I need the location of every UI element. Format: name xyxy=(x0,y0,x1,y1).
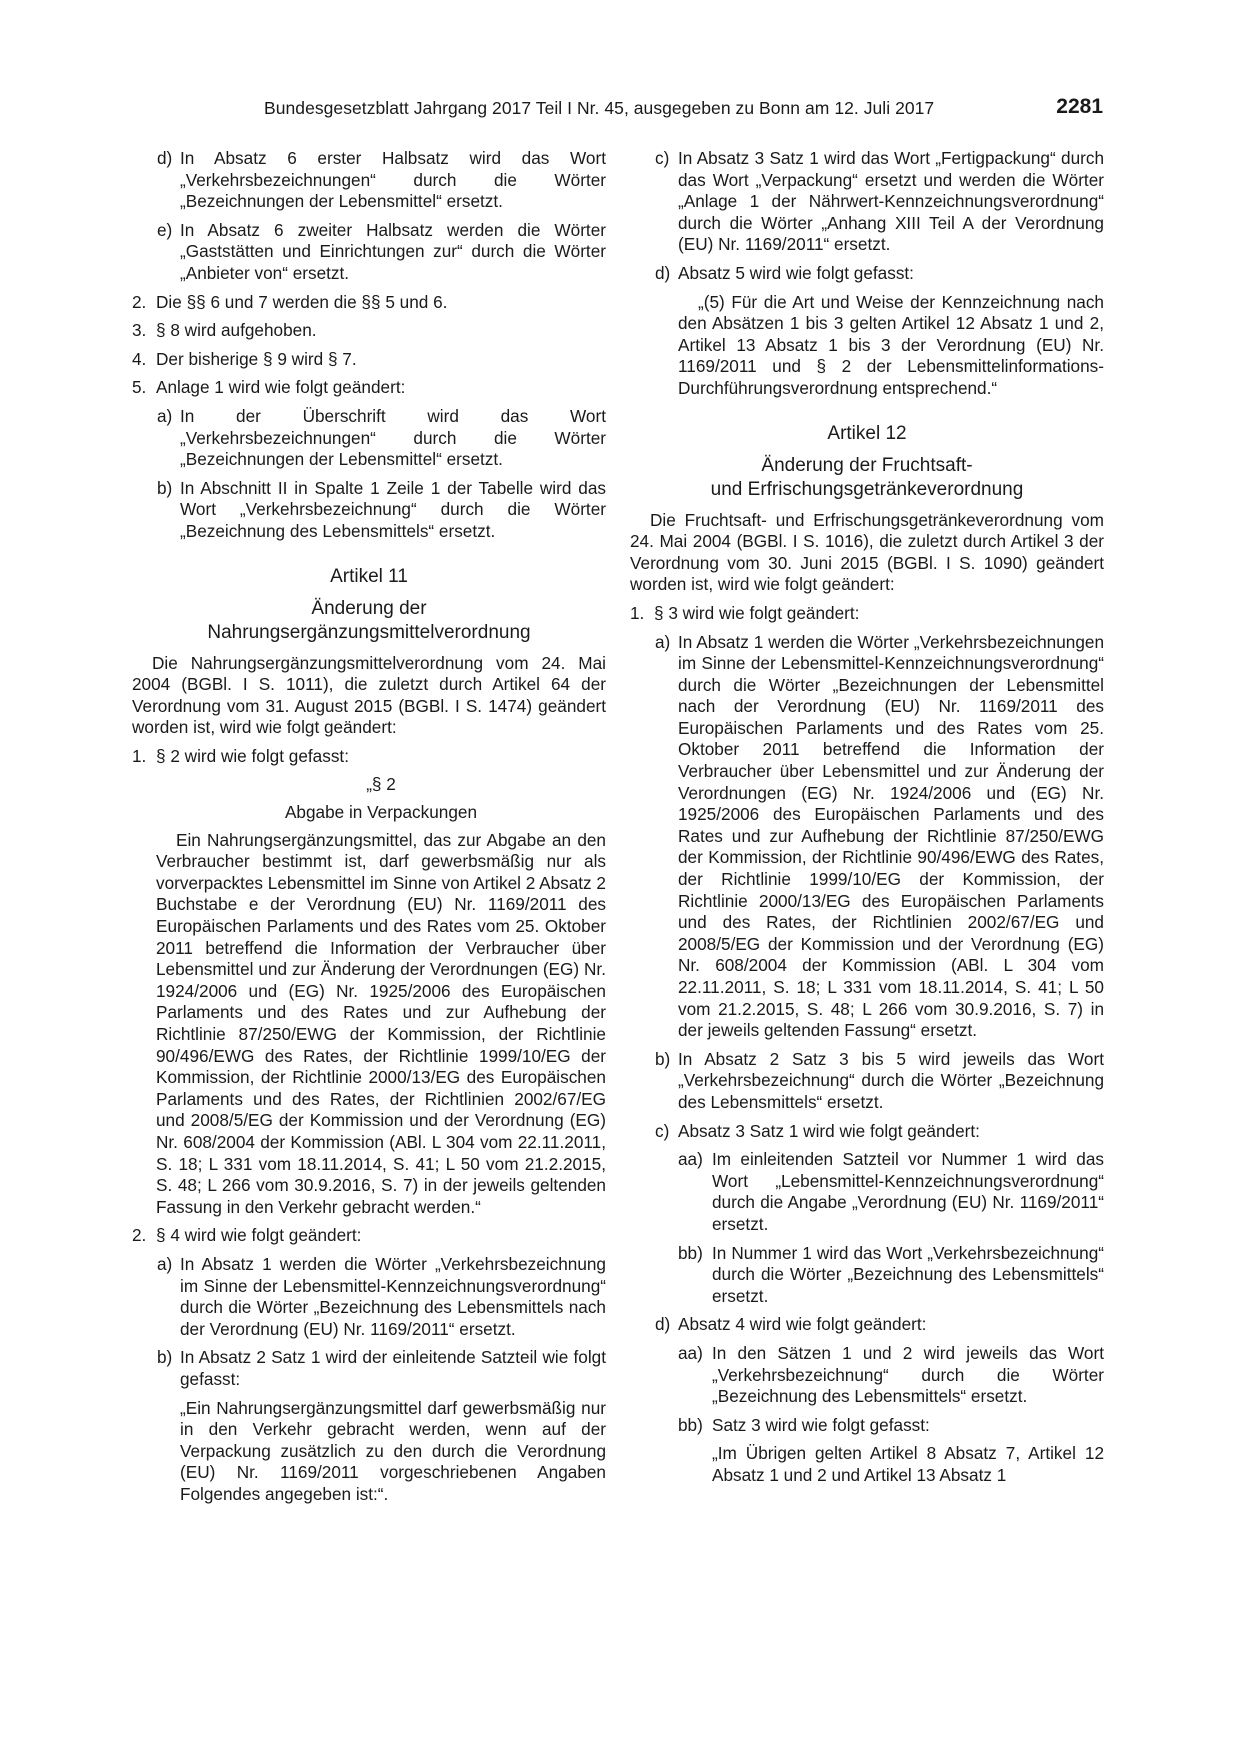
quoted-text: „(5) Für die Art und Weise der Kennzeichnung nach den Absätzen 1 bis 3 gelten Artikel 12 Absatz 1 und 2, Artikel 13 Absatz 1 bis 3 der Verordnung (EU) Nr. 1169/2011 und § 2 der Lebensmittelinformations-Durchführungsverordnung entsprechend.“ xyxy=(678,291,1104,398)
item-text: In Absatz 1 werden die Wörter „Verkehrsbezeichnungen im Sinne der Lebensmittel-Kennzeichnungsverordnung“ durch die Wörter „Bezeichnungen der Lebensmittel nach der Verordnung (EU) Nr. 1169/2011 des Europäischen Parlaments und des Rates vom 25. Oktober 2011 betreffend die Information der Verbraucher über Lebensmittel und zur Änderung der Verordnungen (EG) Nr. 1924/2006 und (EG) Nr. 1925/2006 des Europäischen Parlaments und des Rates und zur Aufhebung der Richtlinie 87/250/EWG der Kommission, der Richtlinie 90/496/EWG des Rates, der Richtlinie 1999/10/EG der Kommission, der Richtlinie 2000/13/EG des Europäischen Parlaments und des Rates, der Richtlinien 2002/67/EG und 2008/5/EG der Kommission und der Verordnung (EG) Nr. 608/2004 der Kommission (ABl. L 304 vom 22.11.2011, S. 18; L 331 vom 18.11.2014, S. 41; L 50 vom 21.2.2015, S. 48; L 266 vom 30.9.2016, S. 7) in der jeweils geltenden Fassung“ ersetzt. xyxy=(678,631,1104,1041)
article-subtitle xyxy=(132,597,606,645)
item-text: In Absatz 1 werden die Wörter „Verkehrsbezeichnung im Sinne der Lebensmittel-Kennzeichnungsverordnung“ durch die Wörter „Bezeichnung des Lebensmittels nach der Verordnung (EU) Nr. 1169/2011“ ersetzt. xyxy=(180,1253,606,1339)
item-marker: 1. xyxy=(630,602,645,623)
item-marker: c) xyxy=(655,148,670,168)
item-marker: bb) xyxy=(678,1414,703,1435)
article-heading: Artikel 11 xyxy=(330,565,408,587)
item-marker: d) xyxy=(655,262,671,283)
item-text: Absatz 3 Satz 1 wird wie folgt geändert: xyxy=(678,1120,980,1141)
article-subtitle-line: Änderung der xyxy=(311,597,427,619)
list-item xyxy=(132,349,606,371)
list-item xyxy=(132,406,606,471)
list-item xyxy=(132,292,606,314)
quoted-text: „Im Übrigen gelten Artikel 8 Absatz 7, Artikel 12 Absatz 1 und 2 und Artikel 13 Absatz 1 xyxy=(712,1443,1104,1485)
list-item xyxy=(132,320,606,342)
item-marker: b) xyxy=(655,1048,671,1069)
item-text: Absatz 5 wird wie folgt gefasst: xyxy=(678,262,914,283)
item-text: In Nummer 1 wird das Wort „Verkehrsbezeichnung“ durch die Wörter „Bezeichnung des Lebensmittels“ ersetzt. xyxy=(712,1242,1104,1306)
list-item xyxy=(630,1049,1104,1114)
list-item xyxy=(630,263,1104,285)
item-marker: 1. xyxy=(132,745,147,766)
list-item xyxy=(132,148,606,213)
item-text: § 2 wird wie folgt gefasst: xyxy=(156,745,349,766)
item-text: Anlage 1 wird wie folgt geändert: xyxy=(156,377,406,398)
item-text: In Absatz 6 zweiter Halbsatz werden die Wörter „Gaststätten und Einrichtungen zur“ durch die Wörter „Anbieter von“ ersetzt. xyxy=(180,219,606,283)
item-marker: c) xyxy=(655,1120,670,1141)
list-item xyxy=(630,603,1104,625)
right-column xyxy=(630,148,1104,1493)
item-text: In Abschnitt II in Spalte 1 Zeile 1 der Tabelle wird das Wort „Verkehrsbezeichnung“ durch die Wörter „Bezeichnung des Lebensmittels“ ersetzt. xyxy=(180,477,606,541)
item-marker: e) xyxy=(157,219,173,240)
list-item xyxy=(630,1121,1104,1143)
item-marker: bb) xyxy=(678,1242,703,1263)
list-item xyxy=(132,746,606,768)
item-marker: b) xyxy=(157,477,173,498)
page-number: 2281 xyxy=(1056,95,1103,118)
item-text: In den Sätzen 1 und 2 wird jeweils das Wort „Verkehrsbezeichnung“ durch die Wörter „Bezeichnung des Lebensmittels“ ersetzt. xyxy=(712,1342,1104,1407)
item-text: Die §§ 6 und 7 werden die §§ 5 und 6. xyxy=(156,291,448,312)
item-marker: 2. xyxy=(132,1225,147,1246)
item-marker: d) xyxy=(655,1314,671,1335)
list-item xyxy=(630,1415,1104,1437)
article-intro: Die Nahrungsergänzungsmittelverordnung vom 24. Mai 2004 (BGBl. I S. 1011), die zuletzt durch Artikel 64 der Verordnung vom 31. August 2015 (BGBl. I S. 1474) geändert worden ist, wird wie folgt geändert: xyxy=(132,652,606,738)
item-marker: a) xyxy=(655,631,671,652)
page-header xyxy=(132,95,1103,124)
item-marker: 4. xyxy=(132,348,147,369)
paragraph-label: „§ 2 xyxy=(366,774,396,795)
left-column xyxy=(132,148,606,1512)
item-text: In Absatz 6 erster Halbsatz wird das Wort „Verkehrsbezeichnungen“ durch die Wörter „Bezeichnungen der Lebensmittel“ ersetzt. xyxy=(180,148,606,212)
item-text: Satz 3 wird wie folgt gefasst: xyxy=(712,1414,930,1435)
item-text: In Absatz 2 Satz 1 wird der einleitende Satzteil wie folgt gefasst: xyxy=(180,1347,606,1389)
list-item xyxy=(630,1243,1104,1308)
article-intro: Die Fruchtsaft- und Erfrischungsgetränkeverordnung vom 24. Mai 2004 (BGBl. I S. 1016), die zuletzt durch Artikel 3 der Verordnung vom 30. Juni 2015 (BGBl. I S. 1090) geändert worden ist, wird wie folgt geändert: xyxy=(630,509,1104,595)
list-item xyxy=(132,377,606,399)
item-text: § 3 wird wie folgt geändert: xyxy=(654,602,860,623)
item-text: In Absatz 2 Satz 3 bis 5 wird jeweils das Wort „Verkehrsbezeichnung“ durch die Wörter „Bezeichnung des Lebensmittels“ ersetzt. xyxy=(678,1048,1104,1112)
item-marker: a) xyxy=(157,1253,173,1274)
item-marker: 3. xyxy=(132,320,147,341)
item-marker: b) xyxy=(157,1347,173,1368)
list-item xyxy=(132,1254,606,1340)
list-item xyxy=(630,1149,1104,1235)
item-text: § 4 wird wie folgt geändert: xyxy=(156,1225,362,1246)
list-item xyxy=(630,1314,1104,1336)
item-text: Der bisherige § 9 wird § 7. xyxy=(156,348,357,369)
item-text: § 8 wird aufgehoben. xyxy=(156,320,317,341)
item-text: Absatz 4 wird wie folgt geändert: xyxy=(678,1314,927,1335)
item-marker: aa) xyxy=(678,1149,703,1170)
item-text: In der Überschrift wird das Wort „Verkehrsbezeichnungen“ durch die Wörter „Bezeichnungen der Lebensmittel“ ersetzt. xyxy=(180,405,606,470)
article-subtitle-line: und Erfrischungsgetränkeverordnung xyxy=(710,478,1024,500)
item-marker: d) xyxy=(157,148,173,168)
item-marker: 2. xyxy=(132,291,147,312)
list-item xyxy=(630,148,1104,256)
item-marker: aa) xyxy=(678,1342,703,1363)
item-marker: 5. xyxy=(132,377,147,398)
article-subtitle-line: Änderung der Fruchtsaft- xyxy=(761,454,973,476)
quoted-text: „Ein Nahrungsergänzungsmittel darf gewerbsmäßig nur in den Verkehr gebracht werden, wenn auf der Verpackung zusätzlich zu den durch die Verordnung (EU) Nr. 1169/2011 vorgeschriebenen Angaben Folgendes angegeben ist:“. xyxy=(180,1397,606,1504)
list-item xyxy=(630,632,1104,1042)
list-item xyxy=(132,1347,606,1390)
article-subtitle-line: Nahrungsergänzungsmittelverordnung xyxy=(207,621,531,643)
paragraph-body: Ein Nahrungsergänzungsmittel, das zur Abgabe an den Verbraucher bestimmt ist, darf gewerbsmäßig nur als vorverpacktes Lebensmittel im Sinne von Artikel 2 Absatz 2 Buchstabe e der Verordnung (EU) Nr. 1169/2011 des Europäischen Parlaments und des Rates vom 25. Oktober 2011 betreffend die Information der Verbraucher über Lebensmittel und zur Änderung der Verordnungen (EG) Nr. 1924/2006 und (EG) Nr. 1925/2006 des Europäischen Parlaments und des Rates und zur Aufhebung der Richtlinie 87/250/EWG der Kommission, der Richtlinie 90/496/EWG des Rates, der Richtlinie 1999/10/EG der Kommission, der Richtlinie 2000/13/EG des Europäischen Parlaments und des Rates, der Richtlinien 2002/67/EG und 2008/5/EG der Kommission und der Verordnung (EG) Nr. 608/2004 der Kommission (ABl. L 304 vom 22.11.2011, S. 18; L 331 vom 18.11.2014, S. 41; L 50 vom 21.2.2015, S. 48; L 266 vom 30.9.2016, S. 7) in der jeweils geltenden Fassung in den Verkehr gebracht werden.“ xyxy=(156,829,606,1217)
list-item xyxy=(132,220,606,285)
item-marker: a) xyxy=(157,405,173,426)
article-subtitle xyxy=(630,454,1104,502)
list-item xyxy=(132,478,606,543)
item-text: In Absatz 3 Satz 1 wird das Wort „Fertigpackung“ durch das Wort „Verpackung“ ersetzt und werden die Wörter „Anlage 1 der Nährwert-Kennzeichnungsverordnung“ durch die Wörter „Anhang XIII Teil A der Verordnung (EU) Nr. 1169/2011“ ersetzt. xyxy=(678,148,1104,255)
list-item xyxy=(630,1343,1104,1408)
item-text: Im einleitenden Satzteil vor Nummer 1 wird das Wort „Lebensmittel-Kennzeichnungsverordnung“ durch die Angabe „Verordnung (EU) Nr. 1169/2011“ ersetzt. xyxy=(712,1149,1104,1234)
paragraph-title: Abgabe in Verpackungen xyxy=(284,802,478,823)
header-title: Bundesgesetzblatt Jahrgang 2017 Teil I Nr. 45, ausgegeben zu Bonn am 12. Juli 2017 xyxy=(264,98,935,118)
article-heading: Artikel 12 xyxy=(827,422,907,444)
list-item xyxy=(132,1225,606,1247)
